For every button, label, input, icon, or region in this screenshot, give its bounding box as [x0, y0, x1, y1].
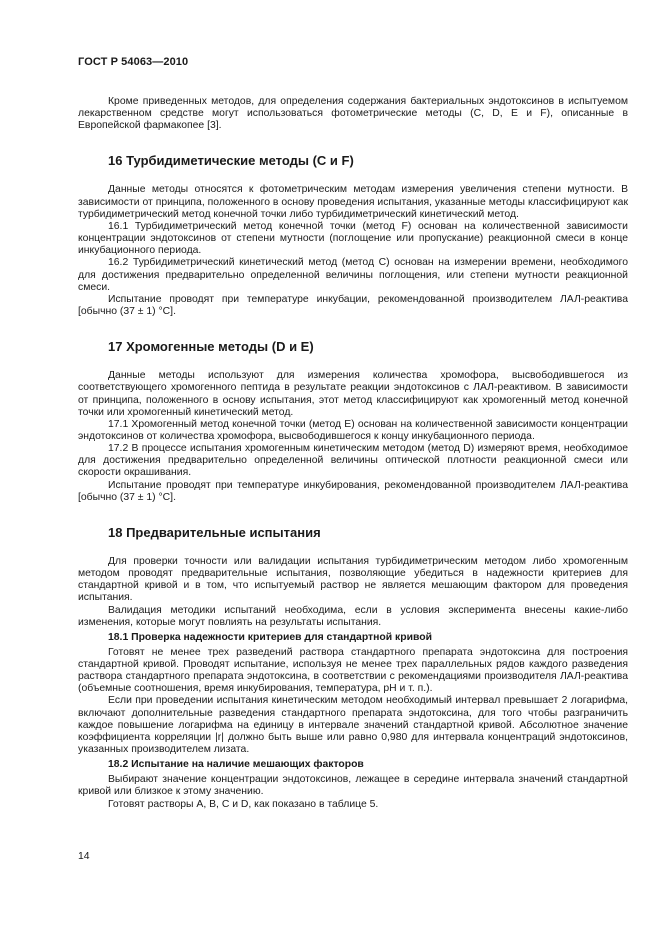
section-17-paragraph-1: Данные методы используют для измерения количества хромофора, высвободившегося из соответствующего хромогенного пептида в результате реакции эндотоксинов с ЛАЛ-реактивом. В зависимости от принципа, положенного в основу испытания, этот метод классифицируют как хромогенный метод конечной точки или хромогенный кинетический метод.: [78, 370, 628, 418]
section-18-2-paragraph-2: Готовят растворы A, B, C и D, как показано в таблице 5.: [108, 798, 379, 810]
section-18-paragraph-2: Валидация методики испытаний необходима, если в условия эксперимента внесены какие-либо изменения, которые могут повлиять на результаты испытания.: [78, 604, 628, 628]
running-header: ГОСТ Р 54063—2010: [78, 56, 189, 68]
section-16-2-paragraph: 16.2 Турбидиметрический кинетический метод (метод C) основан на измерении времени, необходимого для достижения предварительно определенной величины поглощения, или степени мутности реакционной смеси.: [78, 257, 628, 293]
section-17-title: 17 Хромогенные методы (D и E): [108, 339, 314, 355]
section-17-1-paragraph: 17.1 Хромогенный метод конечной точки (метод E) основан на количественной зависимости концентрации эндотоксинов от количества хромофора, высвободившегося к концу инкубационного периода.: [78, 418, 628, 442]
section-16-paragraph-1: Данные методы относятся к фотометрическим методам измерения увеличения степени мутности. В зависимости от принципа, положенного в основу проведения испытания, указанные методы классифицируют как турбидиметрический метод конечной точки либо турбидиметрический кинетический метод.: [78, 184, 628, 220]
section-18-2-paragraph-1: Выбирают значение концентрации эндотоксинов, лежащее в середине интервала значений стандартной кривой или близкое к этому значению.: [78, 774, 628, 798]
section-18-1-paragraph-2: Если при проведении испытания кинетическим методом необходимый интервал превышает 2 логарифма, включают дополнительные разведения стандартного препарата эндотоксина, для того чтобы разграничить каждое повышение логарифма на единицу в интервале значений стандартной кривой. Абсолютное значение коэффициента корреляции |r| должно быть выше или равно 0,980 для интервала концентраций эндотоксинов, указанных производителем лизата.: [78, 695, 628, 756]
section-18-1-title: 18.1 Проверка надежности критериев для стандартной кривой: [108, 631, 432, 643]
section-18-2-title: 18.2 Испытание на наличие мешающих факторов: [108, 759, 364, 771]
section-17-2-paragraph: 17.2 В процессе испытания хромогенным кинетическим методом (метод D) измеряют время, необходимое для достижения предварительно определенной величины оптической плотности реакционной смеси или скорости окрашивания.: [78, 443, 628, 479]
section-16-paragraph-4: Испытание проводят при температуре инкубации, рекомендованной производителем ЛАЛ-реактива [обычно (37 ± 1) °C].: [78, 293, 628, 318]
intro-paragraph: Кроме приведенных методов, для определения содержания бактериальных эндотоксинов в испытуемом лекарственном средстве могут использоваться фотометрические методы (C, D, E и F), описанные в Европейской фармакопее [3].: [78, 96, 628, 132]
section-16-title: 16 Турбидиметические методы (C и F): [108, 153, 354, 169]
section-18-1-paragraph-1: Готовят не менее трех разведений раствора стандартного препарата эндотоксина для построения стандартной кривой. Проводят испытание, используя не менее трех параллельных рядов каждого разведения раствора стандартного препарата эндотоксина, в соответствии с рекомендациями производителя ЛАЛ-реактива (объемные соотношения, время инкубирования, температура, pH и т. п.).: [78, 646, 628, 695]
page-number: 14: [78, 851, 90, 862]
section-18-paragraph-1: Для проверки точности или валидации испытания турбидиметрическим методом либо хромогенным методом проводят предварительные испытания, позволяющие убедиться в надежности критериев для стандартной кривой и в том, что испытуемый раствор не является мешающим фактором для проведения испытания.: [78, 555, 628, 604]
document-page: [78, 56, 628, 811]
section-18-title: 18 Предварительные испытания: [108, 524, 321, 540]
section-17-paragraph-4: Испытание проводят при температуре инкубирования, рекомендованной производителем ЛАЛ-реактива [обычно (37 ± 1) °C].: [78, 479, 628, 503]
section-16-1-paragraph: 16.1 Турбидиметрический метод конечной точки (метод F) основан на количественной зависимости концентрации эндотоксинов от степени мутности (поглощение или пропускание) реакционной смеси в конце инкубационного периода.: [78, 220, 628, 257]
